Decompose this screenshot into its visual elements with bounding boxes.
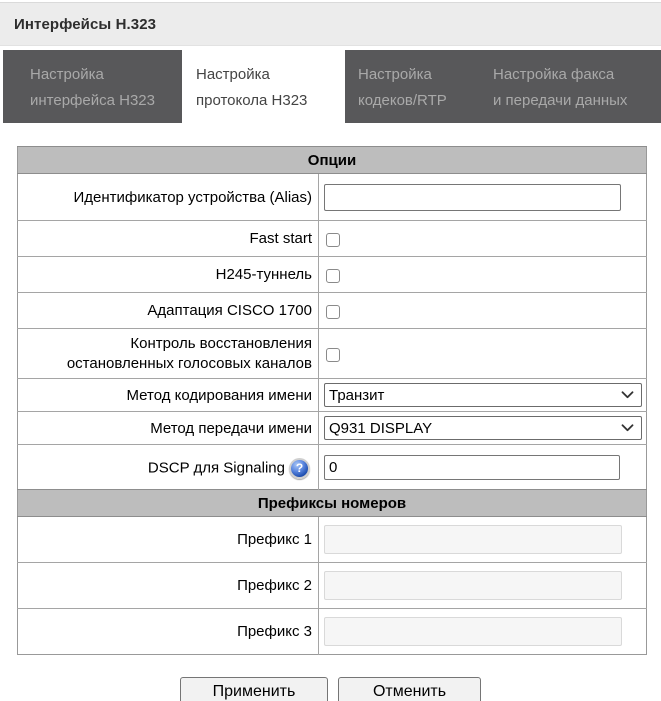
name-encoding-row: [18, 379, 647, 412]
name-transfer-row: [18, 412, 647, 445]
cisco-adaptation-checkbox[interactable]: [326, 305, 340, 319]
prefix2-label: Префикс 2: [18, 563, 319, 609]
tab-bar: [3, 50, 661, 123]
dscp-signaling-input[interactable]: [324, 455, 620, 480]
cancel-button[interactable]: Отменить: [338, 677, 481, 701]
prefix1-label: Префикс 1: [18, 517, 319, 563]
tab-label-line1: Настройка: [358, 66, 432, 83]
tab-label-line1: Настройка: [30, 66, 104, 83]
dscp-signaling-label: DSCP для Signaling: [147, 459, 285, 477]
alias-label: Идентификатор устройства (Alias): [18, 174, 319, 221]
channel-control-checkbox[interactable]: [326, 348, 340, 362]
prefix2-input: [324, 571, 622, 600]
name-transfer-select[interactable]: [324, 416, 642, 440]
options-section-title: Опции: [18, 147, 647, 174]
prefixes-section-title: Префиксы номеров: [18, 490, 647, 517]
cisco-adaptation-row: [18, 293, 647, 329]
cisco-adaptation-label: Адаптация CISCO 1700: [18, 293, 319, 329]
tab-label-line2: протокола H323: [196, 92, 308, 109]
tab-label-line2: и передачи данных: [493, 92, 628, 109]
name-encoding-label: Метод кодирования имени: [18, 379, 319, 412]
fast-start-row: [18, 221, 647, 257]
prefix3-input: [324, 617, 622, 646]
tab-label-line2: интерфейса H323: [30, 92, 155, 109]
prefixes-section-header-row: [18, 490, 647, 517]
help-icon[interactable]: ?: [289, 458, 310, 479]
prefix2-row: [18, 563, 647, 609]
options-table: [17, 146, 647, 655]
tab-label-line1: Настройка факса: [493, 66, 615, 83]
options-section-header-row: [18, 147, 647, 174]
page-title: Интерфейсы H.323: [14, 15, 157, 33]
page-header: [0, 2, 661, 46]
name-encoding-select[interactable]: [324, 383, 642, 407]
tab-protocol-settings[interactable]: [182, 50, 345, 123]
channel-control-label: Контроль восстановления остановленных голосовых каналов: [66, 334, 312, 372]
tab-label-line2: кодеков/RTP: [358, 92, 447, 109]
fast-start-label: Fast start: [18, 221, 319, 257]
alias-input[interactable]: [324, 184, 621, 211]
h245-tunnel-checkbox[interactable]: [326, 269, 340, 283]
prefix3-row: [18, 609, 647, 655]
h245-tunnel-row: [18, 257, 647, 293]
fast-start-checkbox[interactable]: [326, 233, 340, 247]
dscp-signaling-row: [18, 445, 647, 490]
tab-codecs-rtp-settings[interactable]: [345, 50, 480, 123]
tab-fax-data-settings[interactable]: [480, 50, 661, 123]
prefix1-row: [18, 517, 647, 563]
apply-button[interactable]: Применить: [180, 677, 328, 701]
h245-tunnel-label: H245-туннель: [18, 257, 319, 293]
action-buttons: [0, 677, 661, 701]
channel-control-row: [18, 329, 647, 379]
name-transfer-label: Метод передачи имени: [18, 412, 319, 445]
tab-interface-settings[interactable]: [3, 50, 182, 123]
tab-label-line1: Настройка: [196, 66, 270, 83]
alias-row: [18, 174, 647, 221]
prefix3-label: Префикс 3: [18, 609, 319, 655]
prefix1-input: [324, 525, 622, 554]
